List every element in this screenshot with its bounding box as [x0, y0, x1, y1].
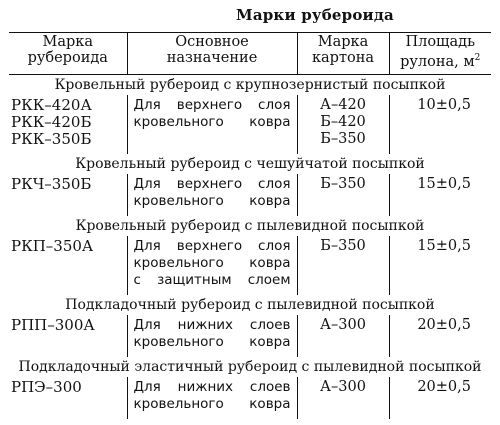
section-heading: Подкладочный рубероид с пылевидной посыпкой [65, 297, 435, 313]
board-cell [297, 95, 389, 154]
purpose-line: кровельного ковра [133, 334, 291, 350]
section-heading: Кровельный рубероид с пылевидной посыпкой [75, 218, 425, 234]
board-value: А–300 [320, 317, 366, 333]
board-value: Б–350 [320, 131, 366, 147]
section-heading: Кровельный рубероид с крупнозернистый посыпкой [54, 77, 446, 93]
area-cell: 15±0,5 [417, 176, 471, 192]
purpose-line: Для верхнего слоя [133, 238, 291, 254]
board-cell [297, 315, 389, 357]
grade-value: РКК–350Б [11, 130, 92, 148]
purpose-cell [127, 174, 297, 216]
grade-value: РКК–420Б [11, 113, 92, 131]
table-header-row [9, 33, 491, 75]
section-row [9, 75, 491, 96]
board-cell [297, 174, 389, 216]
board-value: А–420 [320, 97, 366, 113]
grade-value: РКК–420А [11, 96, 92, 114]
grade-value: РКЧ–350Б [11, 175, 92, 193]
grade-cell [9, 174, 127, 216]
purpose-line: Для верхнего слоя [133, 97, 291, 113]
section-row [9, 216, 491, 236]
board-cell [297, 236, 389, 295]
purpose-line: кровельного ковра [133, 193, 291, 209]
board-value: Б–350 [320, 176, 366, 192]
purpose-line: Для нижних слоев [133, 317, 291, 333]
header-board: Марка картона [297, 33, 389, 75]
area-cell: 15±0,5 [417, 238, 471, 254]
purpose-line: кровельного ковра [133, 396, 291, 412]
grade-value: РПП–300А [11, 316, 95, 334]
table-row [9, 174, 491, 216]
table-body [9, 75, 491, 420]
section-heading: Кровельный рубероид с чешуйчатой посыпкой [75, 156, 425, 172]
table-row [9, 236, 491, 295]
grade-cell [9, 315, 127, 357]
purpose-cell [127, 236, 297, 295]
section-heading: Подкладочный эластичный рубероид с пылевидной посыпкой [18, 359, 482, 375]
area-cell: 20±0,5 [417, 317, 471, 333]
board-cell [297, 377, 389, 419]
purpose-cell [127, 377, 297, 419]
grade-value: РПЭ–300 [11, 378, 82, 396]
board-value: Б–350 [320, 238, 366, 254]
grade-cell [9, 236, 127, 295]
purpose-cell [127, 95, 297, 154]
board-value: Б–420 [320, 114, 366, 130]
area-cell: 20±0,5 [417, 379, 471, 395]
purpose-line: кровельного ковра [133, 255, 291, 271]
grade-cell [9, 377, 127, 419]
purpose-line: кровельного ковра [133, 114, 291, 130]
area-cell: 10±0,5 [417, 97, 471, 113]
header-area: Площадь рулона, $м^2$ [389, 33, 491, 75]
section-row [9, 154, 491, 174]
purpose-cell [127, 315, 297, 357]
purpose-line: Для нижних слоев [133, 379, 291, 395]
table-row [9, 377, 491, 419]
grade-cell [9, 95, 127, 154]
board-value: А–300 [320, 379, 366, 395]
section-row [9, 295, 491, 315]
table-title: Марки рубероида [236, 6, 394, 24]
header-grade: Марка рубероида [9, 33, 127, 75]
roofing-felt-grades-table [9, 32, 491, 419]
header-purpose: Основное назначение [127, 33, 297, 75]
purpose-line: с защитным слоем [133, 272, 291, 288]
table-row [9, 315, 491, 357]
grade-value: РКП–350А [11, 237, 94, 255]
purpose-line: Для верхнего слоя [133, 176, 291, 192]
section-row [9, 357, 491, 377]
table-row [9, 95, 491, 154]
